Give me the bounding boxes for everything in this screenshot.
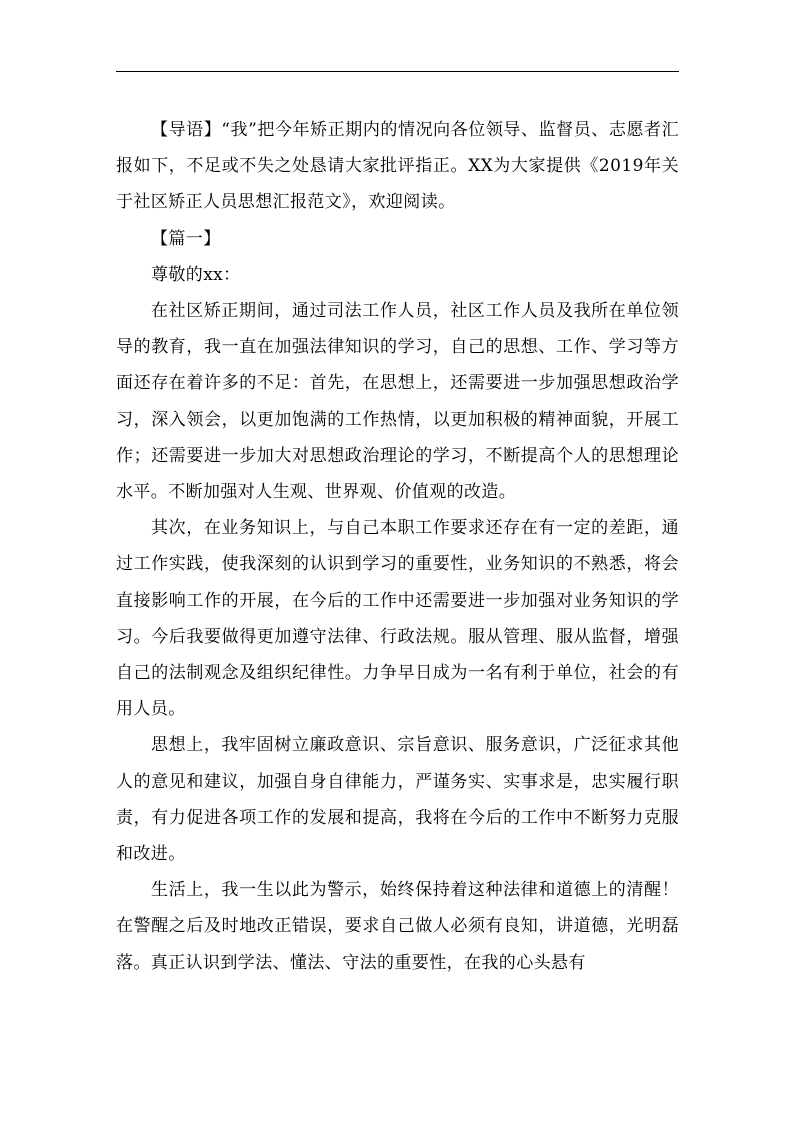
body-paragraph-4: 生活上，我一生以此为警示，始终保持着这种法律和道德上的清醒！在警醒之后及时地改正错误，要求自己做人必须有良知，讲道德，光明磊落。真正认识到学法、懂法、守法的重要性，在我的心头悬有	[116, 880, 679, 973]
body-paragraph-2: 其次，在业务知识上，与自己本职工作要求还存在有一定的差距，通过工作实践，使我深刻的认识到学习的重要性，业务知识的不熟悉，将会直接影响工作的开展，在今后的工作中还需要进一步加强对业务知识的学习。今后我要做得更加遵守法律、行政法规。服从管理、服从监督，增强自己的法制观念及组织纪律性。力争早日成为一名有利于单位，社会的有用人员。	[116, 518, 679, 720]
document-body	[116, 112, 679, 981]
section-heading: 【篇一】	[151, 228, 221, 249]
header-rule	[116, 71, 679, 72]
body-paragraph-3: 思想上，我牢固树立廉政意识、宗旨意识、服务意识，广泛征求其他人的意见和建议，加强自身自律能力，严谨务实、实事求是，忠实履行职责，有力促进各项工作的发展和提高，我将在今后的工作中不断努力克服和改进。	[116, 735, 679, 865]
salutation: 尊敬的xx：	[151, 264, 241, 285]
intro-paragraph: 【导语】“我”把今年矫正期内的情况向各位领导、监督员、志愿者汇报如下，不足或不失之处恳请大家批评指正。XX为大家提供《2019年关于社区矫正人员思想汇报范文》，欢迎阅读。	[116, 120, 679, 213]
body-paragraph-1: 在社区矫正期间，通过司法工作人员，社区工作人员及我所在单位领导的教育，我一直在加强法律知识的学习，自己的思想、工作、学习等方面还存在着许多的不足：首先，在思想上，还需要进一步加强思想政治学习，深入领会，以更加饱满的工作热情，以更加积极的精神面貌，开展工作；还需要进一步加大对思想政治理论的学习，不断提高个人的思想理论水平。不断加强对人生观、世界观、价值观的改造。	[116, 301, 679, 503]
